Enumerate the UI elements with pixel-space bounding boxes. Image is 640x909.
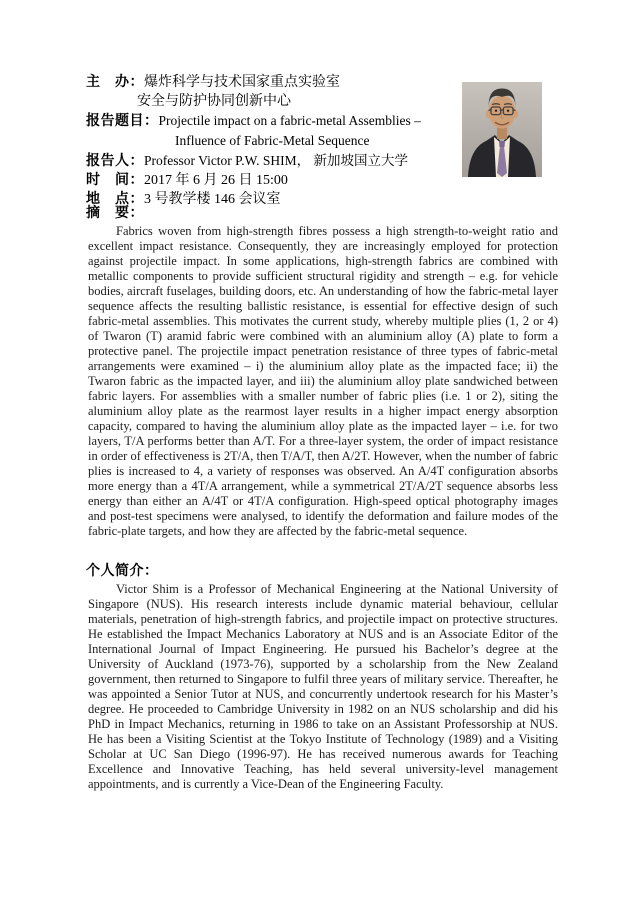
talk-title-line2: Influence of Fabric-Metal Sequence (175, 133, 370, 148)
talk-title-line1: Projectile impact on a fabric-metal Assemblies – (158, 113, 421, 128)
time-value: 2017 年 6 月 26 日 15:00 (144, 173, 288, 188)
abstract-heading: 摘 要： (86, 206, 144, 221)
eye-left (495, 110, 497, 112)
speaker-photo (462, 82, 542, 177)
speaker-value: Professor Victor P.W. SHIM， 新加坡国立大学 (144, 153, 408, 168)
tie-knot (499, 141, 505, 147)
abstract-body: Fabrics woven from high-strength fibres possess a high strength-to-weight ratio and excellent impact resistance. Consequently, they are increasingly employed for protection against projectile impact. In some applications, high-strength fabrics are combined with metallic components to provide sufficient structural rigidity and strength – e.g. for vehicle bodies, aircraft fuselages, building doors, etc. An understanding of how the fabric-metal layer sequence affects the resulting ballistic resistance, is essential for effective design of such fabric-metal assemblies. This motivates the current study, whereby multiple plies (1, 2 or 4) of Twaron (T) aramid fabric were combined with an aluminium alloy (A) plate to form a protective panel. The projectile impact penetration resistance of three types of fabric-metal arrangements were examined – i) the aluminium alloy plate as the impacted face; ii) the Twaron fabric as the impacted layer, and iii) the aluminium alloy plate sandwiched between fabric layers. For assemblies with a smaller number of fabric plies (i.e. 1 or 2), siting the aluminium alloy plate as the rearmost layer results in a higher impact energy absorption capacity, compared to having the aluminium alloy plate as the impacted layer – i.e. for two layers, T/A performs better than A/T. For a three-layer system, the order of impact resistance in order of effectiveness is 2T/A, then T/A/T, then A/2T. However, when the number of fabric plies is increased to 4, a variety of responses was observed. An A/4T configuration absorbs more energy than a 4T/A arrangement, while a symmetrical 2T/A/2T sequence absorbs less energy than either an A/4T or 4T/A configuration. High-speed optical photography images and post-test specimens were analysed, to identify the deformation and failure modes of the fabric-plate targets, and how they are affected by the fabric-metal sequence. (88, 224, 558, 538)
eye-right (507, 110, 509, 112)
host-row (86, 73, 466, 92)
bio-heading: 个人简介： (86, 564, 159, 579)
talk-title-row (86, 111, 466, 131)
location-label: 地 点： (86, 192, 144, 207)
portrait-illustration (462, 82, 542, 177)
host-label: 主 办： (86, 75, 144, 90)
talk-title-label: 报告题目： (86, 114, 159, 129)
time-label: 时 间： (86, 173, 144, 188)
speaker-label: 报告人： (86, 154, 144, 169)
seminar-header (86, 73, 466, 209)
host-row-2 (86, 92, 466, 111)
speaker-row (86, 151, 466, 171)
time-row (86, 171, 466, 190)
host-name-line2: 安全与防护协同创新中心 (137, 94, 291, 109)
location-value: 3 号教学楼 146 会议室 (144, 192, 281, 207)
talk-title-row-2 (86, 131, 466, 151)
bio-body: Victor Shim is a Professor of Mechanical Engineering at the National University of Singapore (NUS). His research interests include dynamic material behaviour, cellular materials, penetration of high-strength fabrics, and projectile impact on protective structures. He established the Impact Mechanics Laboratory at NUS and is an Associate Editor of the International Journal of Impact Engineering. He pursued his Bachelor’s degree at the University of Auckland (1973-76), supported by a scholarship from the New Zealand government, then returned to Singapore to fulfil three years of military service. Thereafter, he was appointed a Senior Tutor at NUS, and concurrently undertook research for his Master’s degree. He proceeded to Cambridge University in 1982 on an NUS scholarship and did his PhD in Impact Mechanics, returning in 1986 to take on an Assistant Professorship at NUS. He has been a Visiting Scientist at the Tokyo Institute of Technology (1989) and a Visiting Scholar at UC San Diego (1996-97). He has received numerous awards for Teaching Excellence and Innovative Teaching, has held several university-level management appointments, and is currently a Vice-Dean of the Engineering Faculty. (88, 582, 558, 791)
host-name-line1: 爆炸科学与技术国家重点实验室 (144, 75, 340, 90)
